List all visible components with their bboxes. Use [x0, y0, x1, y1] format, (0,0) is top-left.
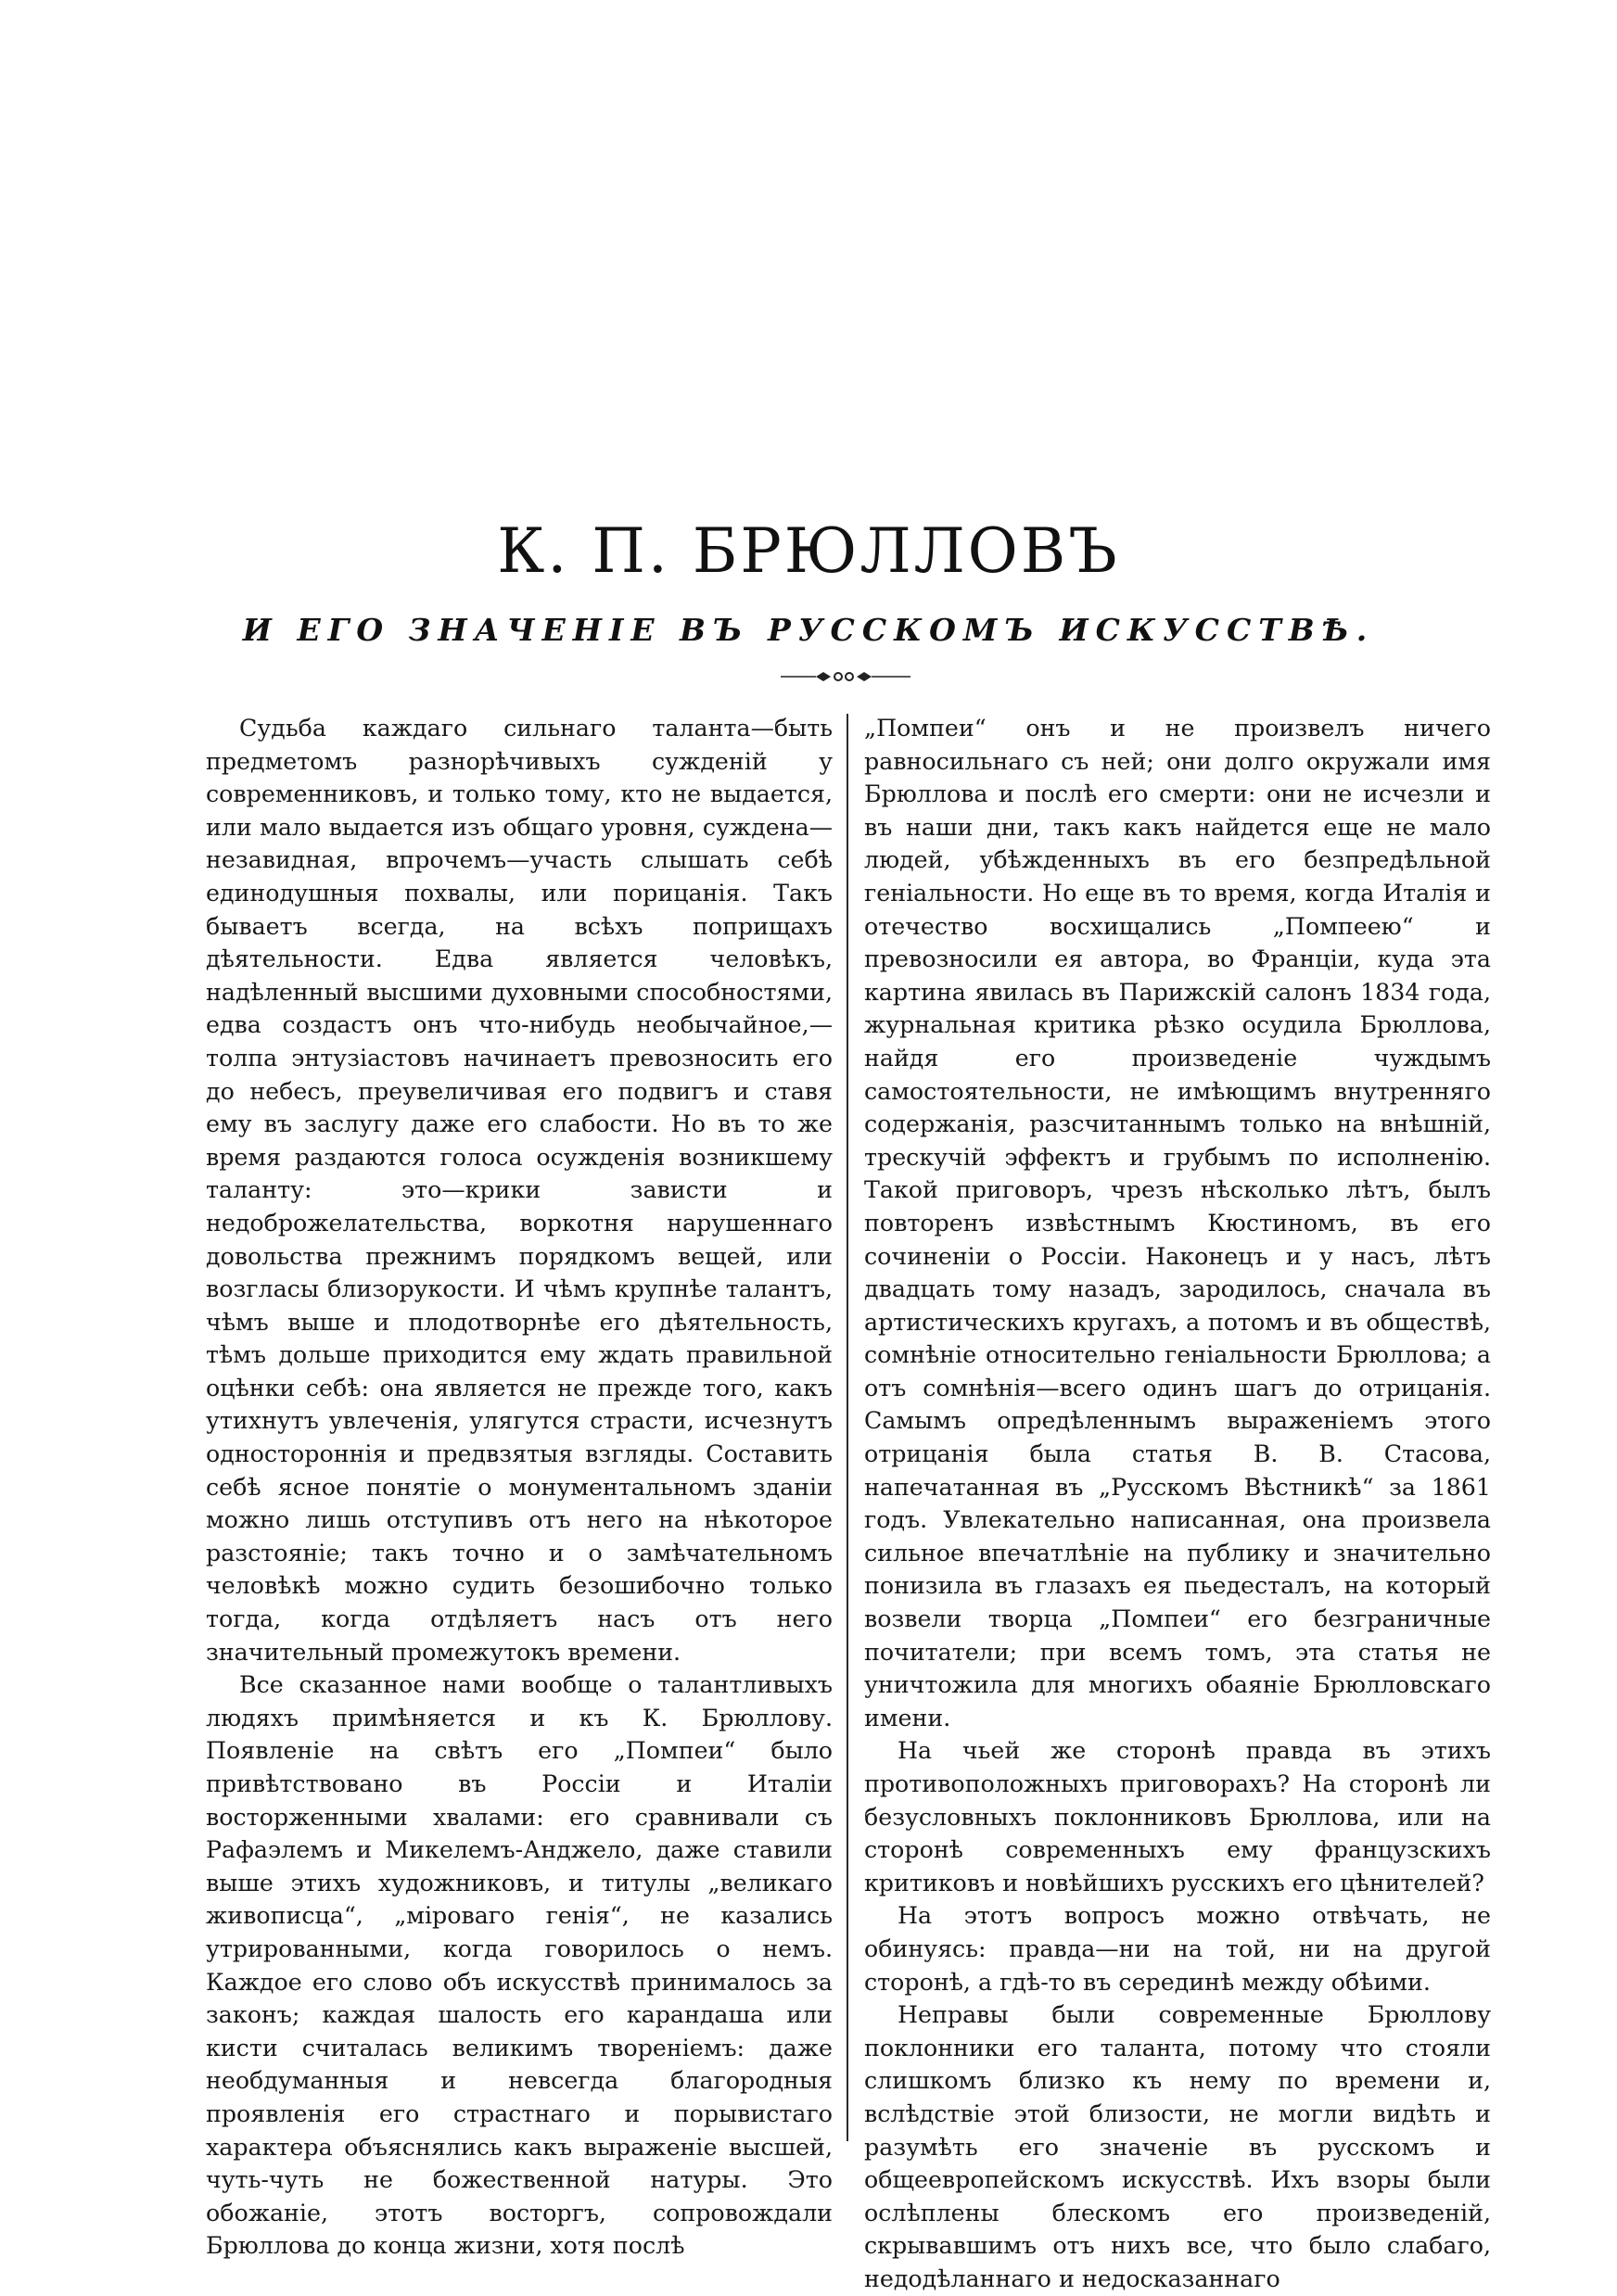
paragraph: Судьба каждаго сильнаго таланта—быть предметомъ разнорѣчивыхъ сужденій у современниковъ, и только тому, кто не выдается, или мало выдается изъ общаго уровня, суждена—незавидная, впрочемъ—участь слышать себѣ единодушныя похвалы, или порицанія. Такъ бываетъ всегда, на всѣхъ поприщахъ дѣятельности. Едва является человѣкъ, надѣленный высшими духовными способностями, едва создастъ онъ что-нибудь необычайное,—толпа энтузіастовъ начинаетъ превозносить его до небесъ, преувеличивая его подвигъ и ставя ему въ заслугу даже его слабости. Но въ то же время раздаются голоса осужденія возникшему таланту: это—крики зависти и недоброжелательства, воркотня нарушеннаго довольства прежнимъ порядкомъ вещей, или возгласы близорукости. И чѣмъ крупнѣе талантъ, чѣмъ выше и плодотворнѣе его дѣятельность, тѣмъ дольше приходится ему ждать правильной оцѣнки себѣ: она является не прежде того, какъ утихнутъ увлеченія, улягутся страсти, исчезнутъ одностороннія и предвзятыя взгляды. Составить себѣ ясное понятіе о монументальномъ зданіи можно лишь отступивъ отъ него на нѣкоторое разстояніе; такъ точно и о замѣчательномъ человѣкѣ можно судить безошибочно только тогда, когда отдѣляетъ насъ отъ него значительный промежутокъ времени.: [206, 715, 833, 1666]
article-title: К. П. БРЮЛЛОВЪ: [497, 515, 1120, 587]
text-column-left: [206, 712, 833, 2260]
paragraph: „Помпеи“ онъ и не произвелъ ничего равносильнаго съ ней; они долго окружали имя Брюллова и послѣ его смерти: они не исчезли и въ наши дни, такъ какъ найдется еще не мало людей, убѣжденныхъ въ его безпредѣльной геніальности. Но еще въ то время, когда Италія и отечество восхищались „Помпеею“ и превозносили ея автора, во Франціи, куда эта картина явилась въ Парижскій салонъ 1834 года, журнальная критика рѣзко осудила Брюллова, найдя его произведеніе чуждымъ самостоятельности, не имѣющимъ внутренняго содержанія, разсчитаннымъ только на внѣшній, трескучій эффектъ и грубымъ по исполненію. Такой приговоръ, чрезъ нѣсколько лѣтъ, былъ повторенъ извѣстнымъ Кюстиномъ, въ его сочиненіи о Россіи. Наконецъ и у насъ, лѣтъ двадцать тому назадъ, зародилось, сначала въ артистическихъ кругахъ, а потомъ и въ обществѣ, сомнѣніе относительно геніальности Брюллова; а отъ сомнѣнія—всего одинъ шагъ до отрицанія. Самымъ опредѣленнымъ выраженіемъ этого отрицанія была статья В. В. Стасова, напечатанная въ „Русскомъ Вѣстникѣ“ за 1861 годъ. Увлекательно написанная, она произвела сильное впечатлѣніе на публику и значительно понизила въ глазахъ ея пьедесталъ, на который возвели творца „Помпеи“ его безграничные почитатели; при всемъ томъ, эта статья не уничтожила для многихъ обаяніе Брюлловскаго имени.: [864, 715, 1491, 1732]
ornament-divider-icon: [781, 667, 910, 686]
paragraph: На чьей же сторонѣ правда въ этихъ противоположныхъ приговорахъ? На сторонѣ ли безусловныхъ поклонниковъ Брюллова, или на сторонѣ современныхъ ему французскихъ критиковъ и новѣйшихъ русскихъ его цѣнителей?: [864, 1737, 1491, 1896]
column-divider: [847, 714, 848, 2141]
article-subtitle: И ЕГО ЗНАЧЕНІЕ ВЪ РУССКОМЪ ИСКУССТВѢ.: [242, 612, 1375, 648]
paragraph: На этотъ вопросъ можно отвѣчать, не обинуясь: правда—ни на той, ни на другой сторонѣ, а гдѣ-то въ серединѣ между обѣими.: [864, 1902, 1491, 1996]
paragraph: Неправы были современные Брюллову поклонники его таланта, потому что стояли слишкомъ близко къ нему по времени и, вслѣдствіе этой близости, не могли видѣть и разумѣть его значеніе въ русскомъ и общеевропейскомъ искусствѣ. Ихъ взоры были ослѣплены блескомъ его произведеній, скрывавшимъ отъ нихъ все, что было слабаго, недодѣланнаго и недосказаннаго: [864, 2001, 1491, 2292]
text-column-right: [864, 712, 1491, 2292]
paragraph: Все сказанное нами вообще о талантливыхъ людяхъ примѣняется и къ К. Брюллову. Появленіе на свѣтъ его „Помпеи“ было привѣтствовано въ Россіи и Италіи восторженными хвалами: его сравнивали съ Рафаэлемъ и Микелемъ-Анджело, даже ставили выше этихъ художниковъ, и титулы „великаго живописца“, „міроваго генія“, не казались утрированными, когда говорилось о немъ. Каждое его слово объ искусствѣ принималось за законъ; каждая шалость его карандаша или кисти считалась великимъ твореніемъ: даже необдуманныя и невсегда благородныя проявленія его страстнаго и порывистаго характера объяснялись какъ выраженіе высшей, чуть-чуть не божественной натуры. Это обожаніе, этотъ восторгъ, сопровождали Брюллова до конца жизни, хотя послѣ: [206, 1671, 833, 2260]
